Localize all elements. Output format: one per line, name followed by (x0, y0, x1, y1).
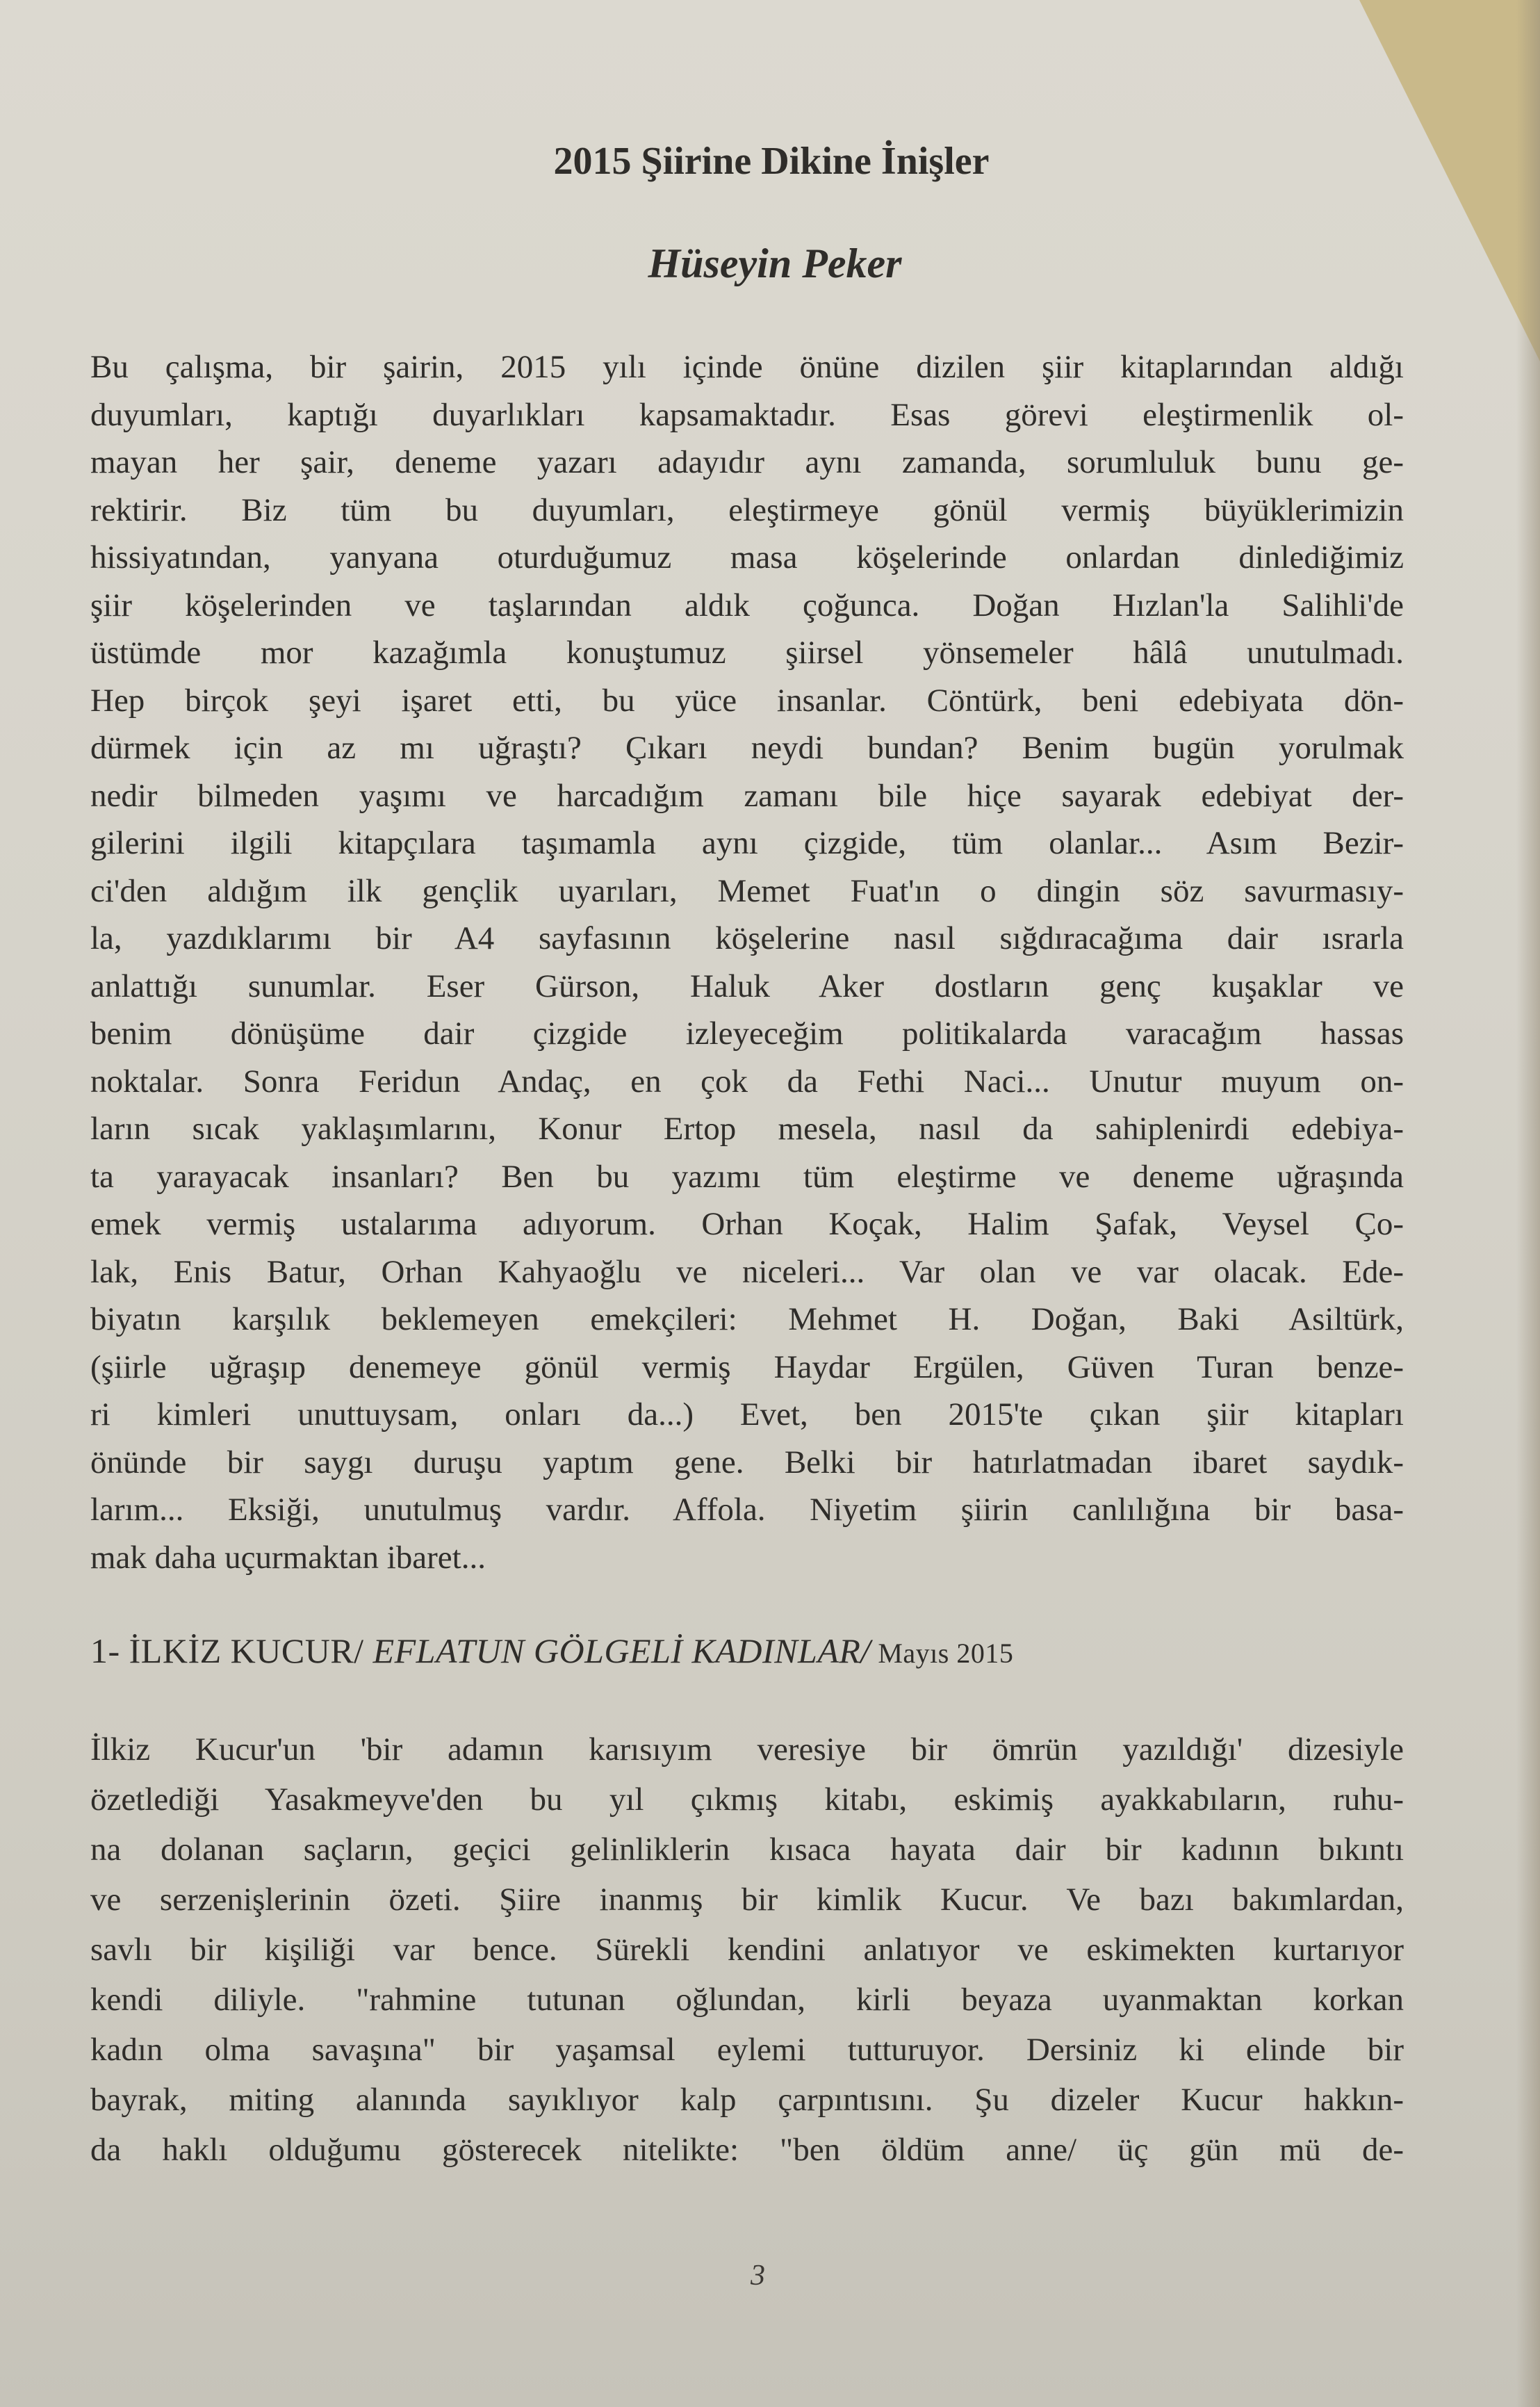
text-line: (şiirle uğraşıp denemeye gönül vermiş Haydar Ergülen, Güven Turan benze- (90, 1348, 1404, 1385)
text-line: rektirir. Biz tüm bu duyumları, eleştirmeye gönül vermiş büyüklerimizin (90, 491, 1404, 528)
text-line: noktalar. Sonra Feridun Andaç, en çok da Fethi Naci... Unutur muyum on- (90, 1063, 1404, 1100)
text-line: anlattığı sunumlar. Eser Gürson, Haluk Aker dostların genç kuşaklar ve (90, 968, 1404, 1004)
page-edge-shadow (1516, 0, 1540, 2407)
text-line: ta yarayacak insanları? Ben bu yazımı tüm eleştirme ve deneme uğraşında (90, 1158, 1404, 1195)
text-line: ri kimleri unuttuysam, onları da...) Evet, ben 2015'te çıkan şiir kitapları (90, 1396, 1404, 1433)
text-line: hissiyatından, yanyana oturduğumuz masa köşelerinde onlardan dinlediğimiz (90, 539, 1404, 576)
text-line: na dolanan saçların, geçici gelinliklerin kısaca hayata dair bir kadının bıkıntı (90, 1831, 1404, 1868)
page-content (90, 132, 1404, 2175)
section-heading-date: Mayıs 2015 (870, 1638, 1014, 1669)
text-line: la, yazdıklarımı bir A4 sayfasının köşelerine nasıl sığdıracağıma dair ısrarla (90, 920, 1404, 956)
text-line: larım... Eksiği, unutulmuş vardır. Affola. Niyetim şiirin canlılığına bir basa- (90, 1492, 1404, 1528)
text-line: ve serzenişlerinin özeti. Şiire inanmış bir kimlik Kucur. Ve bazı bakımlardan, (90, 1882, 1404, 1918)
text-line: duyumları, kaptığı duyarlıkları kapsamaktadır. Esas görevi eleştirmenlik ol- (90, 396, 1404, 433)
text-line: nedir bilmeden yaşımı ve harcadığım zamanı bile hiçe sayarak edebiyat der- (90, 777, 1404, 814)
text-line: Bu çalışma, bir şairin, 2015 yılı içinde önüne dizilen şiir kitaplarından aldığı (90, 349, 1404, 385)
text-line: lak, Enis Batur, Orhan Kahyaoğlu ve niceleri... Var olan ve var olacak. Ede- (90, 1253, 1404, 1290)
section-heading (90, 1623, 1404, 1681)
text-line: ci'den aldığım ilk gençlik uyarıları, Memet Fuat'ın o dingin söz savurmasıy- (90, 872, 1404, 909)
page-number: 3 (751, 2260, 765, 2292)
text-line: özetlediği Yasakmeyve'den bu yıl çıkmış kitabı, eskimiş ayakkabıların, ruhu- (90, 1781, 1404, 1818)
section-heading-poet: 1- İLKİZ KUCUR/ (90, 1631, 373, 1670)
text-line: üstümde mor kazağımla konuştumuz şiirsel yönsemeler hâlâ unutulmadı. (90, 635, 1404, 671)
text-line: da haklı olduğumu gösterecek nitelikte: "ben öldüm anne/ üç gün mü de- (90, 2132, 1404, 2168)
text-line: şiir köşelerinden ve taşlarından aldık çoğunca. Doğan Hızlan'la Salihli'de (90, 587, 1404, 623)
article-title: 2015 Şiirine Dikine İnişler (553, 140, 990, 183)
text-line: benim dönüşüme dair çizgide izleyeceğim politikalarda varacağım hassas (90, 1015, 1404, 1052)
text-line-last: mak daha uçurmaktan ibaret... (90, 1539, 486, 1576)
text-line: kendi diliyle. "rahmine tutunan oğlundan, kirli beyaza uyanmaktan korkan (90, 1982, 1404, 2018)
text-line: bayrak, miting alanında sayıklıyor kalp çarpıntısını. Şu dizeler Kucur hakkın- (90, 2082, 1404, 2118)
text-line: ların sıcak yaklaşımlarını, Konur Ertop mesela, nasıl da sahiplenirdi edebiya- (90, 1111, 1404, 1147)
text-line: savlı bir kişiliği var bence. Sürekli kendini anlatıyor ve eskimekten kurtarıyor (90, 1932, 1404, 1968)
section-paragraph (90, 1724, 1404, 2175)
text-line: biyatın karşılık beklemeyen emekçileri: Mehmet H. Doğan, Baki Asiltürk, (90, 1301, 1404, 1337)
intro-paragraph (90, 343, 1404, 1581)
text-line: İlkiz Kucur'un 'bir adamın karısıyım veresiye bir ömrün yazıldığı' dizesiyle (90, 1731, 1404, 1768)
article-author: Hüseyin Peker (648, 240, 902, 286)
text-line: Hep birçok şeyi işaret etti, bu yüce insanlar. Cöntürk, beni edebiyata dön- (90, 682, 1404, 719)
text-line: önünde bir saygı duruşu yaptım gene. Belki bir hatırlatmadan ibaret saydık- (90, 1444, 1404, 1480)
text-line: dürmek için az mı uğraştı? Çıkarı neydi bundan? Benim bugün yorulmak (90, 730, 1404, 766)
text-line: gilerini ilgili kitapçılara taşımamla aynı çizgide, tüm olanlar... Asım Bezir- (90, 825, 1404, 861)
text-line: kadın olma savaşına" bir yaşamsal eylemi tutturuyor. Dersiniz ki elinde bir (90, 2032, 1404, 2068)
text-line: emek vermiş ustalarıma adıyorum. Orhan Koçak, Halim Şafak, Veysel Ço- (90, 1206, 1404, 1242)
text-line: mayan her şair, deneme yazarı adayıdır aynı zamanda, sorumluluk bunu ge- (90, 444, 1404, 480)
section-heading-book: EFLATUN GÖLGELİ KADINLAR/ (372, 1631, 871, 1670)
